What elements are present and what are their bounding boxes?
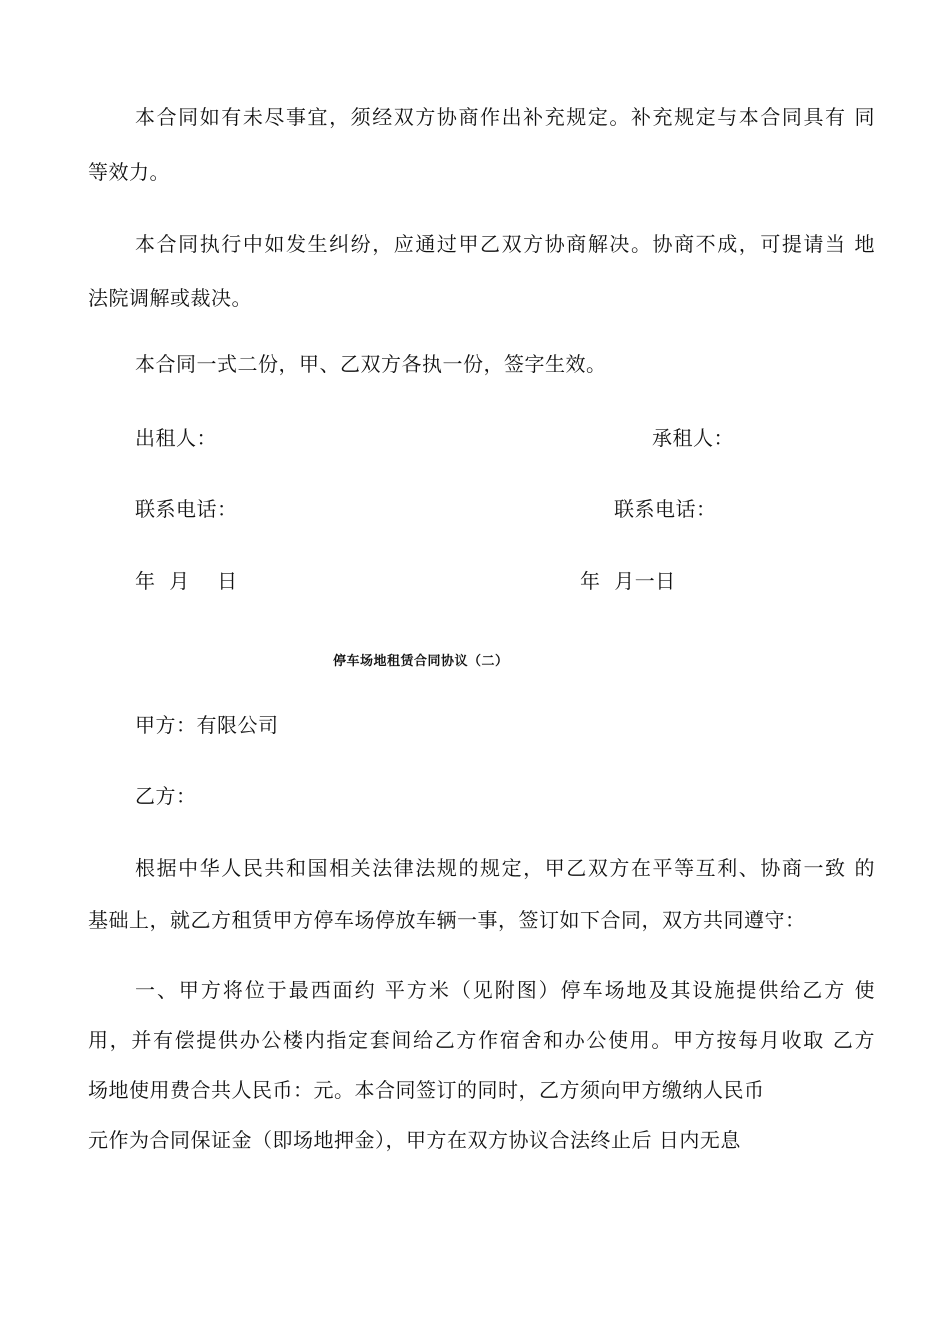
paragraph-line: 基础上，就乙方租赁甲方停车场停放车辆一事，签订如下合同，双方共同遵守： (88, 908, 806, 932)
paragraph-line: 本合同执行中如发生纠纷，应通过甲乙双方协商解决。协商不成，可提请当 地 (135, 232, 875, 256)
paragraph-line: 用，并有偿提供办公楼内指定套间给乙方作宿舍和办公使用。甲方按每月收取 乙方 (88, 1028, 875, 1052)
section-title: 停车场地租赁合同协议（二） (333, 654, 509, 669)
party-b: 乙方： (135, 784, 197, 808)
lessor-date: 年 月 日 (135, 569, 238, 593)
paragraph-line: 一、甲方将位于最西面约 平方米（见附图）停车场地及其设施提供给乙方 使 (135, 978, 875, 1002)
lessor-label: 出租人： (135, 426, 217, 450)
paragraph-line: 场地使用费合共人民币：元。本合同签订的同时，乙方须向甲方缴纳人民币 (88, 1078, 765, 1102)
paragraph-line: 本合同一式二份，甲、乙双方各执一份，签字生效。 (135, 352, 607, 376)
party-a: 甲方：有限公司 (135, 713, 279, 737)
lessee-date: 年 月一日 (580, 569, 676, 593)
lessor-phone-label: 联系电话： (135, 497, 238, 521)
paragraph-line: 法院调解或裁决。 (88, 286, 252, 310)
paragraph-line: 等效力。 (88, 160, 170, 184)
lessee-label: 承租人： (652, 426, 734, 450)
paragraph-line: 根据中华人民共和国相关法律法规的规定，甲乙双方在平等互利、协商一致 的 (135, 856, 875, 880)
lessee-phone-label: 联系电话： (614, 497, 717, 521)
paragraph-line: 本合同如有未尽事宜，须经双方协商作出补充规定。补充规定与本合同具有 同 (135, 105, 875, 129)
paragraph-line: 元作为合同保证金（即场地押金），甲方在双方协议合法终止后 日内无息 (88, 1128, 741, 1152)
